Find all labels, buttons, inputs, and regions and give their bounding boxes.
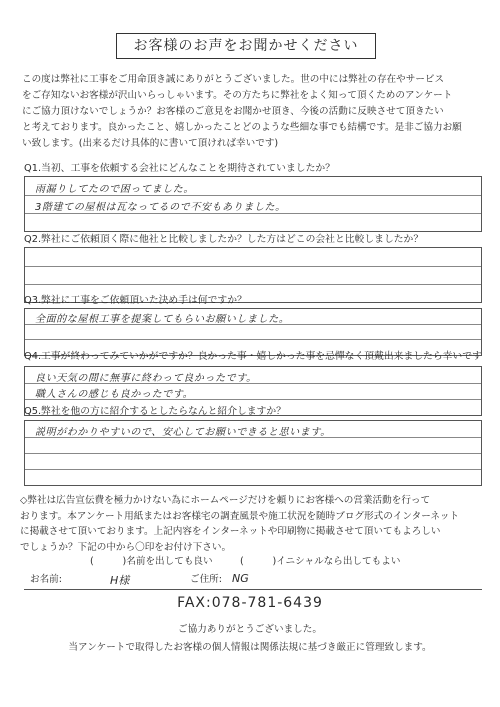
consent-line: おります。本アンケート用紙またはお客様宅の調査風景や施工状況を随時ブログ形式のインターネット xyxy=(20,510,460,522)
address-label: ご住所: xyxy=(190,574,223,585)
intro-line: この度は弊社に工事をご用命頂き誠にありがとうございました。世の中には弊社の存在やサービス xyxy=(22,74,445,85)
answer-3-line-1: 全面的な屋根工事を提案してもらいお願いしました。 xyxy=(35,314,290,325)
answer-1-line-1: 雨漏りしてたので困ってました。 xyxy=(35,184,194,195)
question-2-label: Q2.弊社にご依頼頂く際に他社と比較しましたか？した方はどこの会社と比較しましたか？ xyxy=(24,234,424,245)
consent-option-name[interactable]: ( )名前を出しても良い xyxy=(90,556,213,567)
question-5-label: Q5.弊社を他の方に紹介するとしたらなんと紹介しますか？ xyxy=(24,406,286,417)
answer-box-5[interactable] xyxy=(24,420,482,486)
question-3-label: Q3.弊社に工事をご依頼頂いた決め手は何ですか？ xyxy=(24,295,247,306)
intro-paragraph xyxy=(22,72,484,152)
answer-4-line-2: 職人さんの感じも良かったです。 xyxy=(35,389,194,400)
name-label: お名前: xyxy=(30,574,63,585)
intro-line: にご協力頂けないでしょうか？お客様のご意見をお聞かせ頂き、今後の活動に反映させて頂きたい xyxy=(22,106,444,117)
name-value[interactable]: H様 xyxy=(110,574,130,587)
answer-4-line-1: 良い天気の間に無事に終わって良かったです。 xyxy=(35,373,257,384)
thanks-message: ご協力ありがとうございました。 xyxy=(178,624,322,635)
intro-line: い致します。(出来るだけ具体的に書いて頂ければ幸いです) xyxy=(22,138,279,149)
fax-number: FAX:078-781-6439 xyxy=(177,595,323,611)
consent-option-initial[interactable]: ( )イニシャルなら出してもよい xyxy=(240,556,401,567)
consent-paragraph xyxy=(20,493,484,555)
address-value[interactable]: NG xyxy=(232,572,249,585)
question-4-label: Q4.工事が終わってみていかがですか？良かった事・嬉しかった事を忌憚なく頂戴出来ましたら幸いです xyxy=(24,351,482,362)
answer-box-1[interactable] xyxy=(24,176,482,232)
customer-info-row xyxy=(24,569,482,590)
consent-line: でしょうか？下記の中から〇印をお付け下さい。 xyxy=(20,541,232,553)
consent-line: ◇弊社は広告宣伝費を極力かけない為にホームページだけを頼りにお客様への営業活動を行って xyxy=(20,495,431,506)
answer-5-line-1: 説明がわかりやすいので、安心してお願いできると思います。 xyxy=(35,427,331,438)
privacy-notice: 当アンケートで取得したお客様の個人情報は関係法規に基づき厳正に管理致します。 xyxy=(68,642,432,653)
consent-line: に掲載させて頂いております。上記内容をインターネットや印刷物に掲載させて頂いてもよろしい xyxy=(20,526,441,537)
answer-box-3[interactable] xyxy=(24,308,482,356)
answer-1-line-2: 3階建ての屋根は瓦なってるので不安もありました。 xyxy=(35,202,286,213)
intro-line: をご存知ないお客様が沢山いらっしゃいます。その方たちに弊社をよく知って頂くためのアンケート xyxy=(22,90,453,101)
survey-title: お客様のお声をお聞かせください xyxy=(116,33,376,59)
question-1-label: Q1.当初、工事を依頼する会社にどんなことを期待されていましたか？ xyxy=(24,163,335,174)
intro-line: と考えております。良かったこと、嬉しかったことどのような些細な事でも結構です。是非ご協力お願 xyxy=(22,122,462,133)
